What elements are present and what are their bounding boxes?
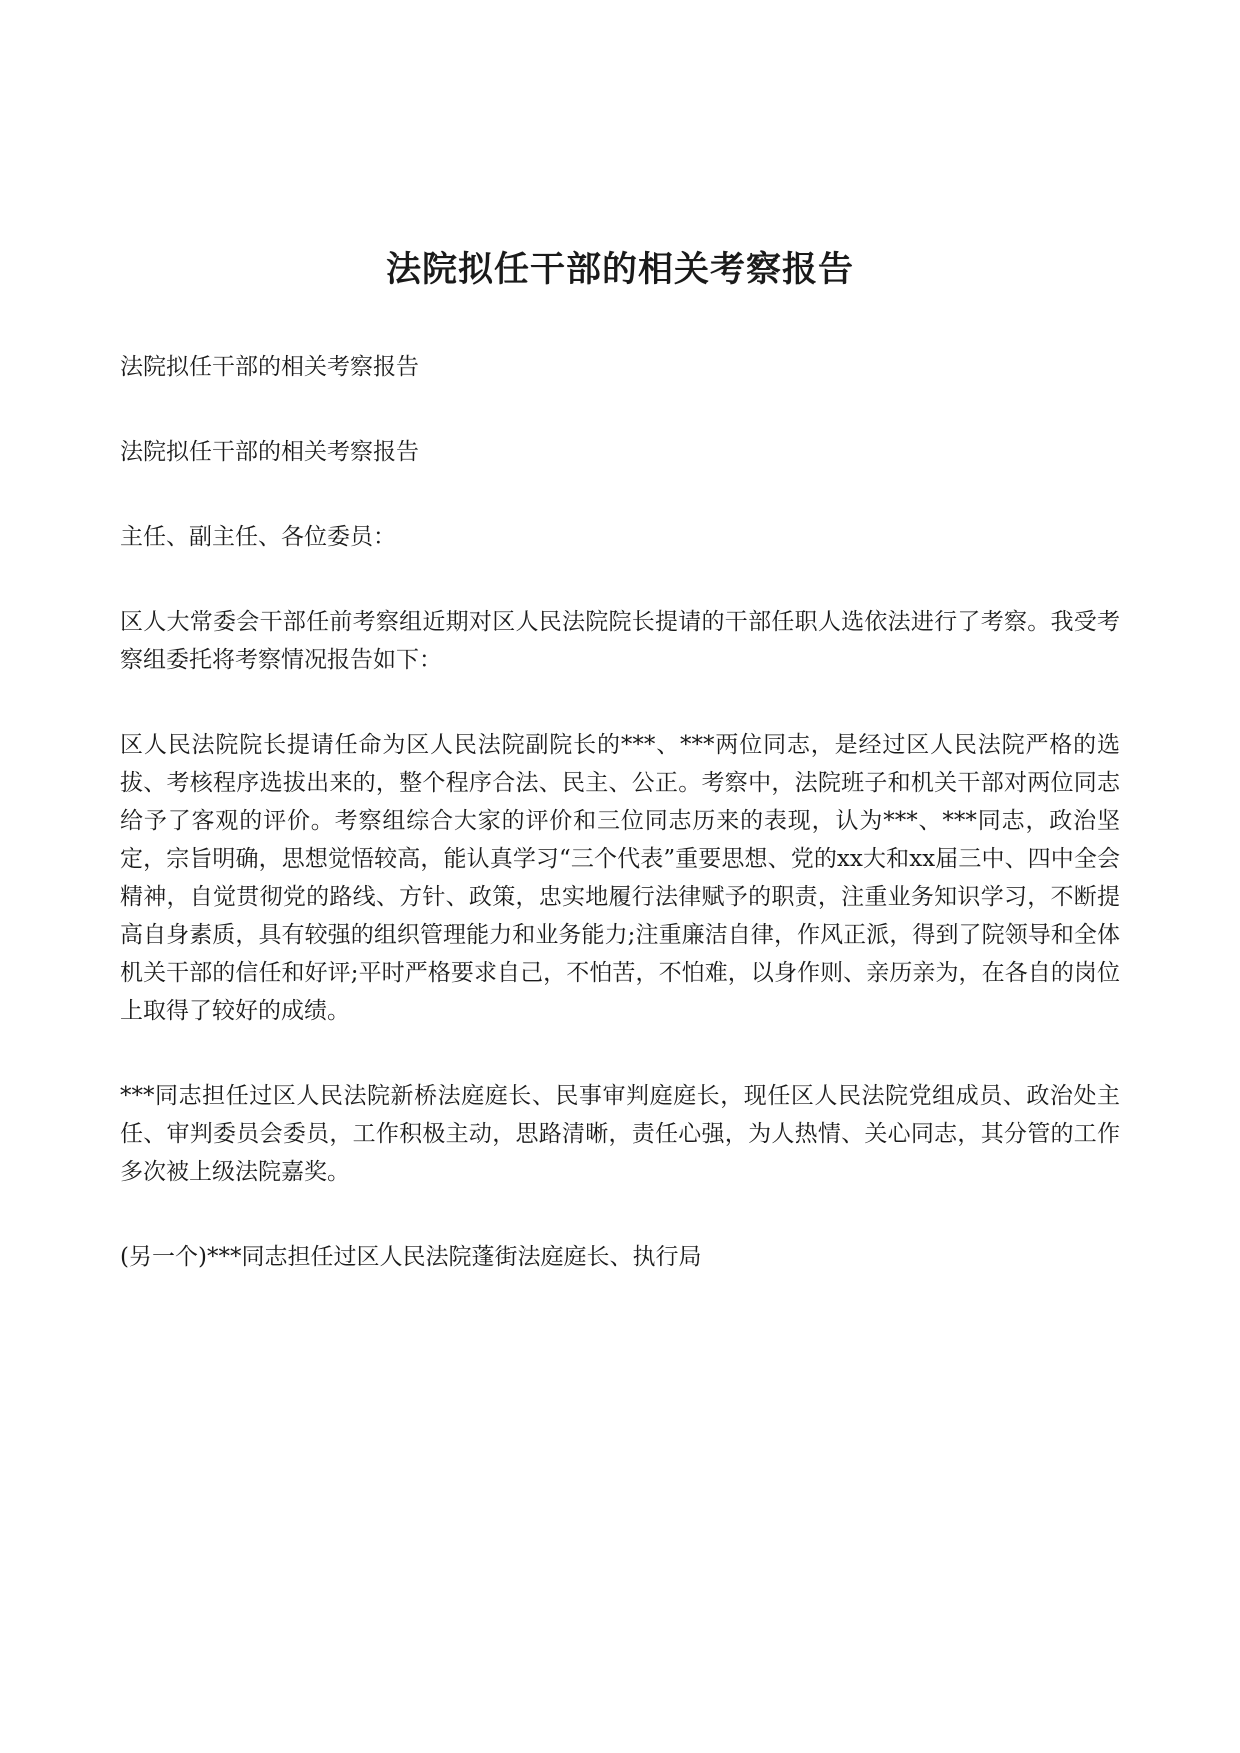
paragraph-evaluation: 区人民法院院长提请任命为区人民法院副院长的***、***两位同志，是经过区人民法院严格的选拔、考核程序选拔出来的，整个程序合法、民主、公正。考察中，法院班子和机关干部对两位同志给予了客观的评价。考察组综合大家的评价和三位同志历来的表现，认为***、***同志，政治坚定，宗旨明确，思想觉悟较高，能认真学习“三个代表”重要思想、党的xx大和xx届三中、四中全会精神，自觉贯彻党的路线、方针、政策，忠实地履行法律赋予的职责，注重业务知识学习，不断提高自身素质，具有较强的组织管理能力和业务能力;注重廉洁自律，作风正派，得到了院领导和全体机关干部的信任和好评;平时严格要求自己，不怕苦，不怕难，以身作则、亲历亲为，在各自的岗位上取得了较好的成绩。 [120,732,1120,1024]
document-title: 法院拟任干部的相关考察报告 [385,249,854,291]
paragraph-intro: 区人大常委会干部任前考察组近期对区人民法院院长提请的干部任职人选依法进行了考察。我受考察组委托将考察情况报告如下： [120,609,1120,673]
paragraph-subtitle-1: 法院拟任干部的相关考察报告 [120,354,419,380]
paragraph-candidate-2: (另一个)***同志担任过区人民法院蓬街法庭庭长、执行局 [120,1244,702,1270]
paragraph-candidate-1: ***同志担任过区人民法院新桥法庭庭长、民事审判庭庭长，现任区人民法院党组成员、政治处主任、审判委员会委员，工作积极主动，思路清晰，责任心强，为人热情、关心同志，其分管的工作多次被上级法院嘉奖。 [120,1083,1120,1185]
paragraph-salutation: 主任、副主任、各位委员： [120,524,396,550]
document-body [120,348,1120,1323]
paragraph-subtitle-2: 法院拟任干部的相关考察报告 [120,439,419,465]
